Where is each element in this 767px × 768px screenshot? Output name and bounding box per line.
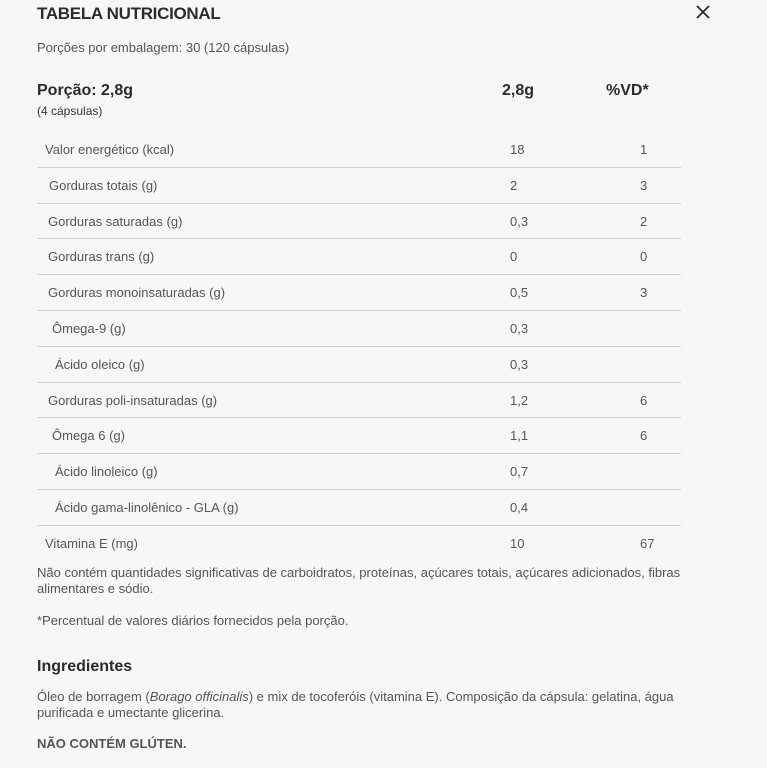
row-label: Gorduras totais (g) (49, 177, 158, 193)
row-vd: 3 (640, 285, 648, 301)
close-button[interactable] (694, 3, 712, 21)
table-row (37, 347, 681, 383)
close-icon[interactable] (694, 3, 712, 21)
row-label: Ômega-9 (g) (52, 320, 126, 336)
column-amount: 2,8g (502, 82, 535, 99)
column-vd: %VD* (606, 82, 649, 99)
nutrition-table (37, 132, 681, 561)
row-vd: 0 (640, 249, 648, 265)
row-amount: 1,1 (510, 428, 529, 444)
table-row (37, 526, 681, 561)
row-amount: 0,3 (510, 356, 529, 372)
portions-per-package: Porções por embalagem: 30 (120 cápsulas) (37, 40, 290, 55)
row-label: Gorduras monoinsaturadas (g) (48, 285, 226, 301)
row-vd: 6 (640, 428, 648, 444)
table-row (37, 204, 681, 240)
table-row (37, 275, 681, 311)
table-row (37, 239, 681, 275)
table-header (37, 82, 681, 122)
ingredients-scientific-name: Borago officinalis (149, 689, 249, 704)
table-row (37, 311, 681, 347)
row-vd: 6 (640, 392, 648, 408)
row-label: Ácido oleico (g) (55, 356, 145, 372)
row-amount: 0,3 (510, 320, 529, 336)
row-amount: 0,3 (510, 213, 529, 229)
row-label: Vitamina E (mg) (45, 535, 138, 551)
row-amount: 18 (510, 142, 525, 157)
table-row (37, 454, 681, 490)
row-amount: 0,7 (510, 464, 529, 480)
row-label: Ômega 6 (g) (52, 428, 125, 444)
table-row (37, 418, 681, 454)
percent-note: *Percentual de valores diários fornecidos pela porção. (37, 613, 349, 628)
row-label: Ácido gama-linolênico - GLA (g) (55, 499, 239, 515)
portion-size: Porção: 2,8g (37, 82, 134, 99)
row-label: Gorduras poli-insaturadas (g) (48, 392, 218, 408)
table-row (37, 490, 681, 526)
row-amount: 0 (510, 249, 518, 265)
table-row (37, 168, 681, 204)
row-label: Valor energético (kcal) (45, 142, 175, 157)
row-amount: 10 (510, 535, 525, 551)
row-amount: 2 (510, 177, 518, 193)
row-label: Ácido linoleico (g) (55, 464, 158, 480)
row-label: Gorduras saturadas (g) (48, 213, 183, 229)
table-row (37, 132, 681, 168)
row-vd: 67 (640, 535, 655, 551)
row-vd: 3 (640, 177, 648, 193)
table-row (37, 383, 681, 419)
row-amount: 1,2 (510, 392, 529, 408)
row-amount: 0,4 (510, 499, 529, 515)
ingredients-text-start: Óleo de borragem ( (37, 689, 150, 704)
row-amount: 0,5 (510, 285, 529, 301)
row-vd: 2 (640, 213, 648, 229)
row-label: Gorduras trans (g) (48, 249, 155, 265)
ingredients-title: Ingredientes (37, 658, 133, 675)
modal-title: TABELA NUTRICIONAL (37, 4, 221, 23)
row-vd: 1 (640, 142, 648, 157)
ingredients-text (37, 689, 717, 721)
not-significant-note: Não contém quantidades significativas de carboidratos, proteínas, açúcares totais, açúcares adicionados, fibras alimentares e sódio. (37, 565, 681, 596)
portion-capsules: (4 cápsulas) (37, 104, 103, 118)
gluten-warning: NÃO CONTÉM GLÚTEN. (37, 736, 187, 751)
ingredients-text-end: ) e mix de tocoferóis (vitamina E). Composição da cápsula: gelatina, água purificada e umectante glicerina. (37, 689, 674, 720)
